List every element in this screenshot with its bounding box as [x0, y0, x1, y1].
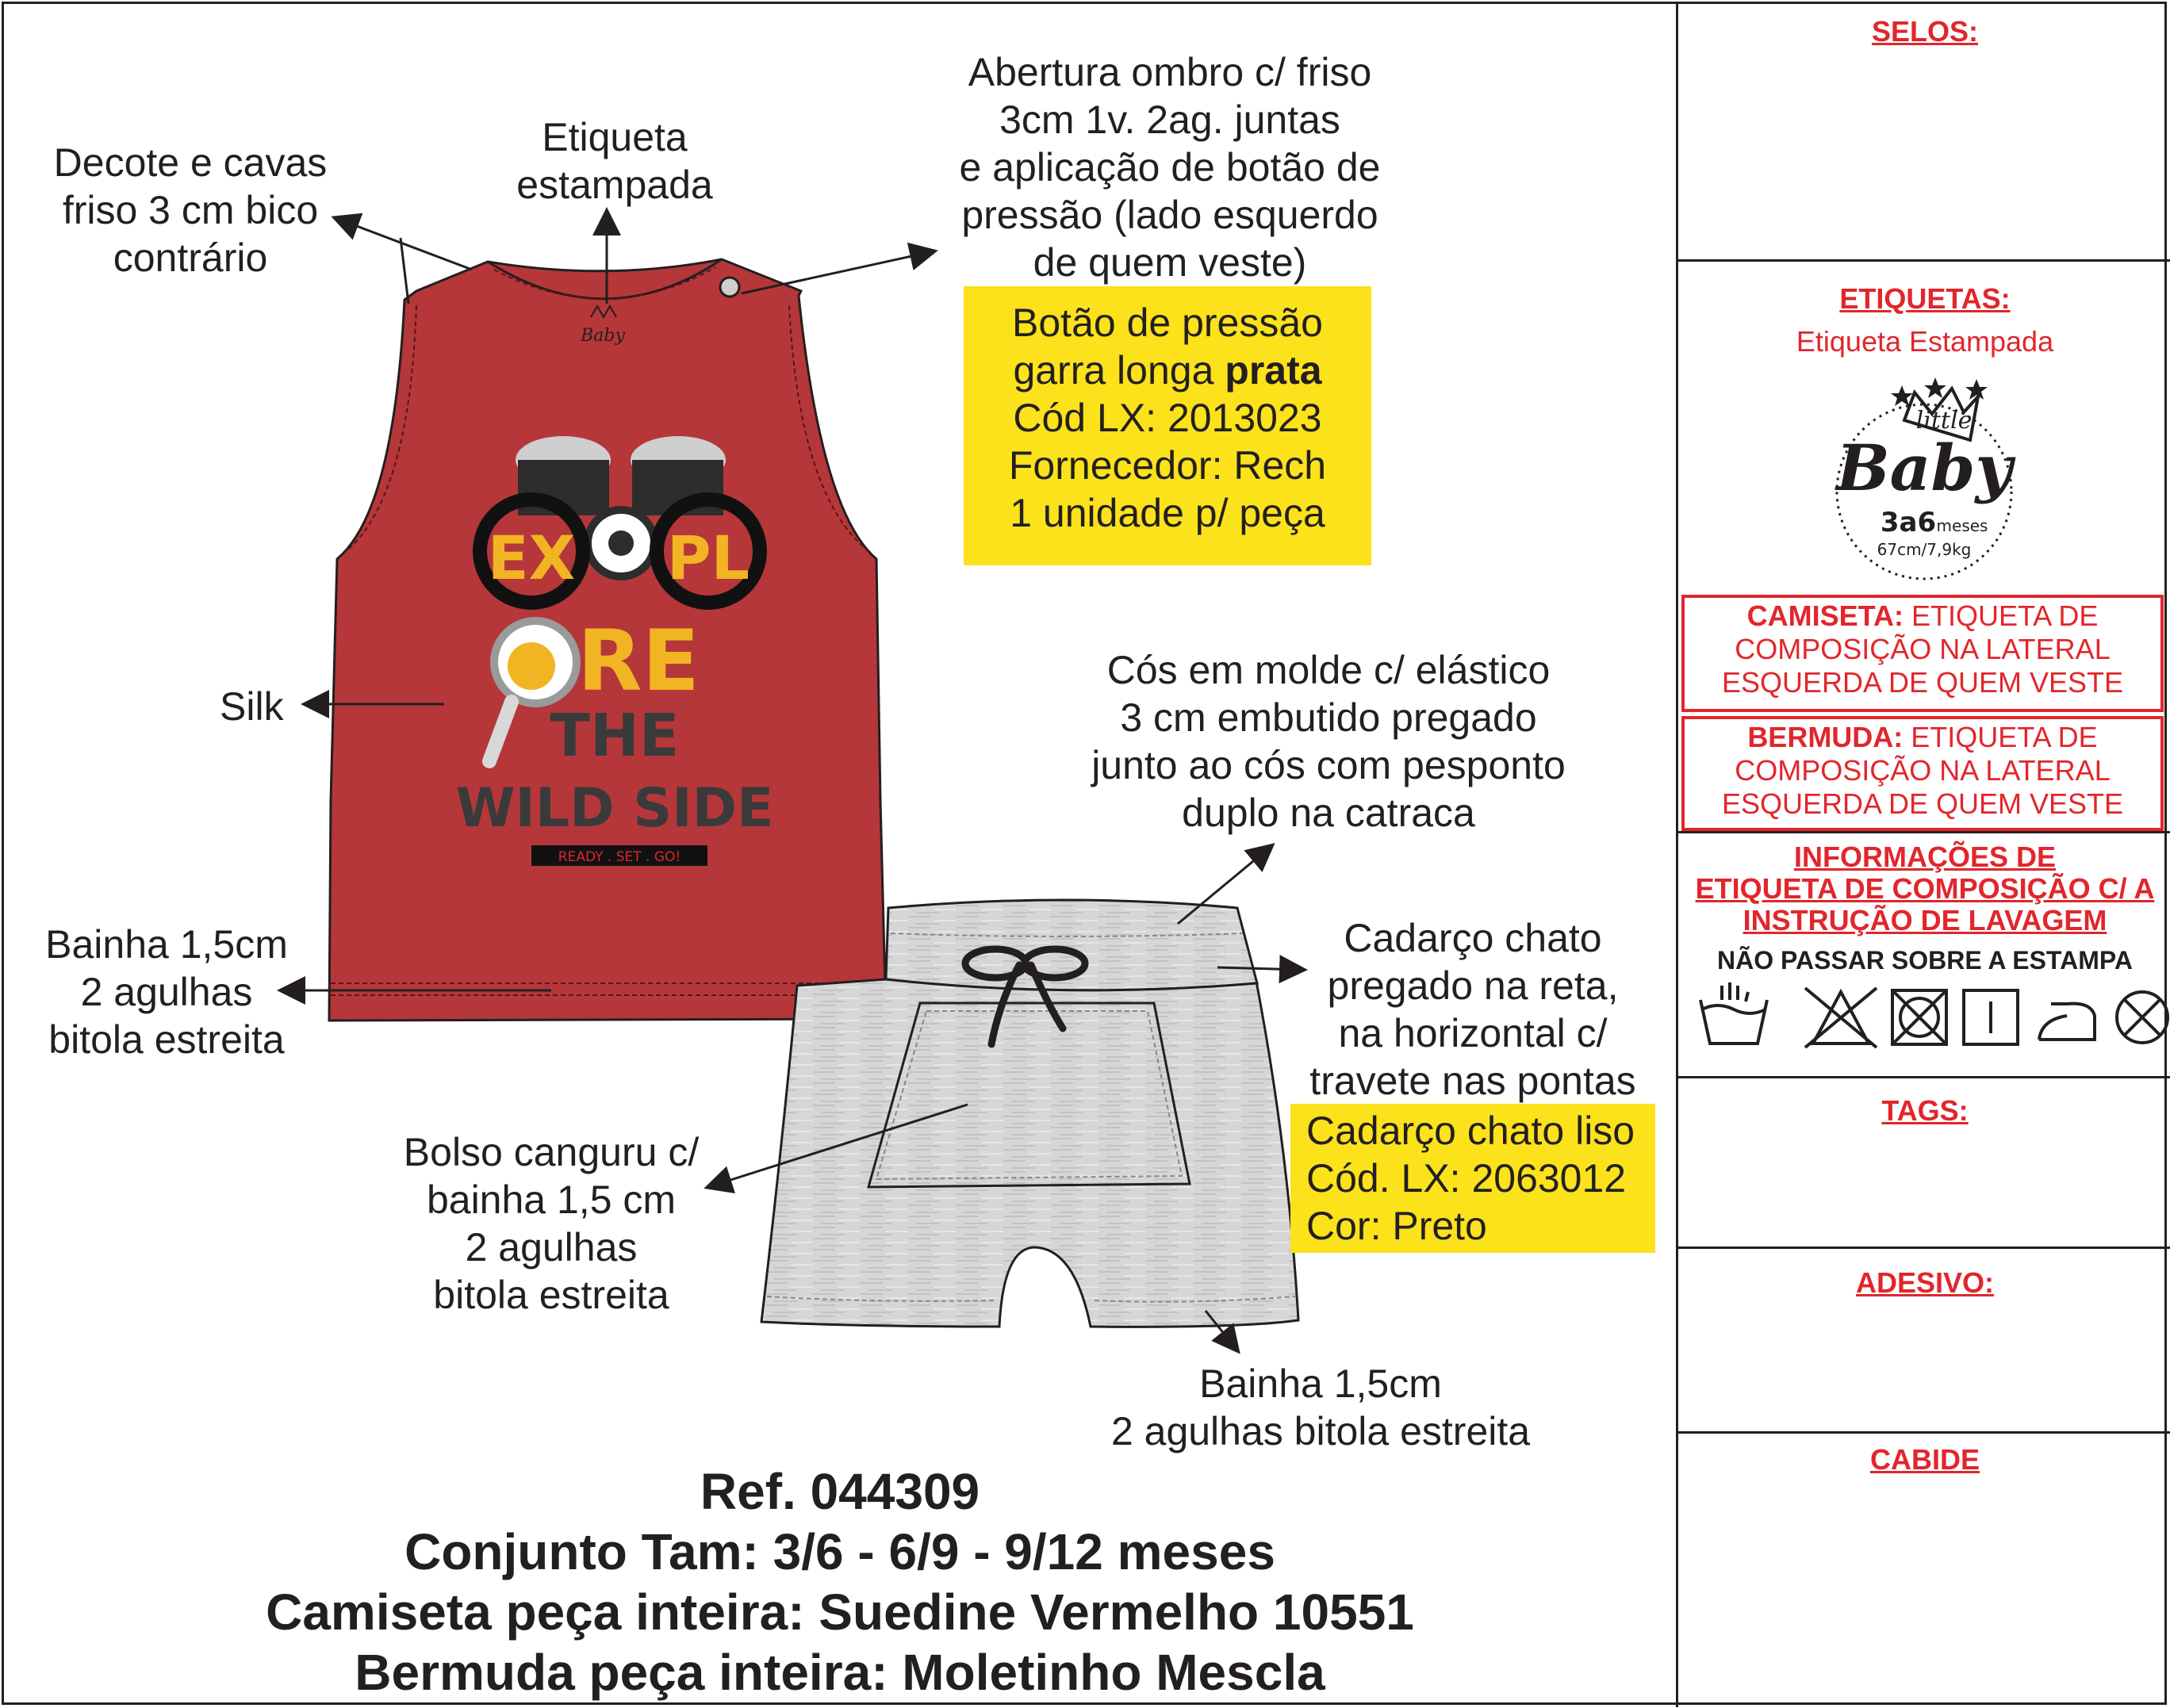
- reference-number: Ref. 044309: [700, 1463, 980, 1520]
- shorts-hem-note: Bainha 1,5cm 2 agulhas bitola estreita: [1110, 1361, 1531, 1453]
- sidebar-panel: [1676, 4, 2170, 1707]
- print-the: THE: [550, 702, 680, 770]
- selos-title: SELOS:: [1871, 15, 1978, 48]
- etiquetas-title: ETIQUETAS:: [1839, 282, 2011, 315]
- shoulder-note: Abertura ombro c/ friso 3cm 1v. 2ag. juntas e aplicação de botão de pressão (lado esquerdo de quem veste): [959, 50, 1381, 285]
- drawstring-note: Cadarço chato pregado na reta, na horizontal c/ travete nas pontas: [1309, 916, 1636, 1103]
- bear-icon: [508, 642, 555, 690]
- section-tags: [1678, 1078, 2170, 1249]
- logo-meses: meses: [1936, 516, 1988, 535]
- shirt-fabric: Camiseta peça inteira: Suedine Vermelho 10551: [266, 1584, 1414, 1641]
- print-letters-ex: EX: [487, 523, 576, 593]
- pocket-note: Bolso canguru c/ bainha 1,5 cm 2 agulhas bitola estreita: [403, 1130, 700, 1317]
- print-tagline: READY . SET . GO!: [558, 849, 681, 865]
- waistband-note: Cós em molde c/ elástico 3 cm embutido pregado junto ao cós com pesponto duplo na catraca: [1091, 648, 1566, 835]
- logo-measures: 67cm/7,9kg: [1877, 540, 1972, 559]
- logo-size: 3a6: [1880, 507, 1937, 538]
- neck-label-text: Baby: [581, 326, 625, 346]
- print-wild-side: WILD SIDE: [455, 777, 774, 840]
- bermuda-label-box: BERMUDA: ETIQUETA DE COMPOSIÇÃO NA LATERAL ESQUERDA DE QUEM VESTE: [1681, 716, 2164, 831]
- print-letters-re: RE: [577, 612, 700, 710]
- drawstring-spec-box: Cadarço chato liso Cód. LX: 2063012 Cor: Preto: [1290, 1104, 1655, 1253]
- no-dry-clean-icon: [2117, 992, 2168, 1043]
- adesivo-title: ADESIVO:: [1855, 1266, 1995, 1299]
- printed-label-note: Etiqueta estampada: [516, 115, 713, 207]
- snap-button-icon: [720, 278, 739, 297]
- silk-note: Silk: [220, 684, 284, 729]
- care-symbols: [1678, 976, 2170, 1055]
- spec-sheet-frame: [2, 2, 2167, 1705]
- no-iron-print-note: NÃO PASSAR SOBRE A ESTAMPA: [1717, 946, 2133, 975]
- hand-wash-icon: [1700, 982, 1767, 1044]
- tank-top: [329, 259, 886, 1021]
- tags-title: TAGS:: [1881, 1094, 1969, 1127]
- size-range: Conjunto Tam: 3/6 - 6/9 - 9/12 meses: [404, 1523, 1275, 1580]
- section-etiquetas: [1678, 262, 2170, 833]
- section-cabide: [1678, 1434, 2170, 1707]
- shorts-fabric: Bermuda peça inteira: Moletinho Mescla: [355, 1644, 1325, 1701]
- care-info-title: INFORMAÇÕES DE ETIQUETA DE COMPOSIÇÃO C/ A INSTRUÇÃO DE LAVAGEM: [1695, 841, 2155, 936]
- iron-low-icon: [2039, 1004, 2095, 1040]
- neckline-note: Decote e cavas friso 3 cm bico contrário: [53, 140, 328, 280]
- no-bleach-icon: [1805, 988, 1877, 1047]
- cabide-title: CABIDE: [1869, 1443, 1980, 1476]
- print-letters-pl: PL: [666, 523, 750, 593]
- logo-baby: Baby: [1836, 431, 2012, 505]
- section-selos: [1678, 4, 2170, 262]
- tank-hem-note: Bainha 1,5cm 2 agulhas bitola estreita: [45, 922, 288, 1062]
- no-tumble-dry-icon: [1892, 990, 1946, 1044]
- logo-little: little: [1915, 407, 1973, 435]
- brand-logo: [1678, 365, 2170, 603]
- section-adesivo: [1678, 1249, 2170, 1434]
- footer-specs: [4, 1461, 1676, 1702]
- line-dry-icon: [1964, 990, 2018, 1044]
- snap-spec-box: Botão de pressão garra longa prata Cód LX: 2013023 Fornecedor: Rech 1 unidade p/ peça: [964, 286, 1371, 565]
- etiqueta-estampada-label: Etiqueta Estampada: [1796, 325, 2054, 358]
- camiseta-label-box: CAMISETA: ETIQUETA DE COMPOSIÇÃO NA LATERAL ESQUERDA DE QUEM VESTE: [1681, 595, 2164, 712]
- section-care-info: [1678, 831, 2170, 1078]
